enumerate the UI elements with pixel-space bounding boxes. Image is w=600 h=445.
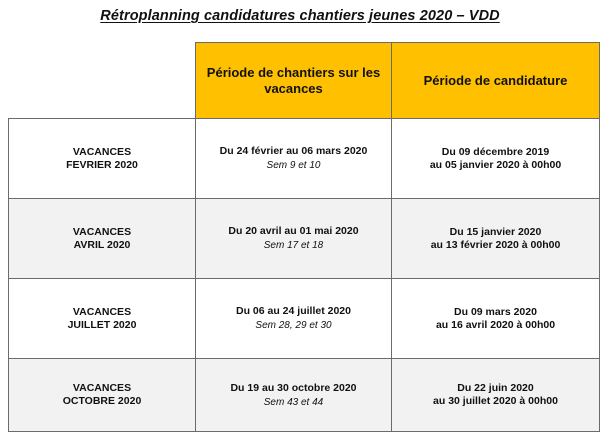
row-label-line2: AVRIL 2020: [73, 238, 131, 251]
document-title: Rétroplanning candidatures chantiers jeunes 2020 – VDD: [100, 8, 500, 24]
period-cell: [196, 119, 392, 199]
row-label-cell: [9, 279, 196, 359]
table-row-octobre: [9, 359, 600, 432]
period-weeks: Sem 9 et 10: [266, 160, 321, 171]
period-dates: Du 19 au 30 octobre 2020: [230, 381, 357, 394]
application-start: Du 15 janvier 2020: [449, 225, 542, 238]
row-label-cell: [9, 199, 196, 279]
period-cell: [196, 199, 392, 279]
table-row-avril: [9, 199, 600, 279]
period-dates: Du 20 avril au 01 mai 2020: [228, 225, 359, 237]
application-start: Du 09 décembre 2019: [441, 145, 550, 158]
table-row-juillet: [9, 279, 600, 359]
period-dates: Du 06 au 24 juillet 2020: [236, 305, 351, 317]
application-end: au 13 février 2020 à 00h00: [430, 238, 561, 251]
header-empty-cell: [9, 43, 196, 119]
row-label-cell: [9, 359, 196, 432]
application-end: au 05 janvier 2020 à 00h00: [429, 158, 562, 171]
period-weeks: Sem 28, 29 et 30: [255, 320, 332, 331]
row-label-line1: VACANCES: [72, 305, 132, 318]
period-cell: [196, 279, 392, 359]
table-row-fevrier: [9, 119, 600, 199]
application-cell: [392, 119, 600, 199]
period-weeks: Sem 43 et 44: [263, 396, 324, 408]
header-period-cell: Période de chantiers sur les vacances: [196, 43, 392, 119]
row-label-line1: VACANCES: [72, 225, 132, 238]
application-start: Du 22 juin 2020: [457, 382, 534, 394]
period-weeks: Sem 17 et 18: [263, 240, 324, 251]
application-start: Du 09 mars 2020: [454, 305, 537, 318]
application-cell: [392, 279, 600, 359]
period-dates: Du 24 février au 06 mars 2020: [219, 145, 368, 157]
application-end: au 30 juillet 2020 à 00h00: [433, 395, 558, 407]
table-header-row: [9, 43, 600, 119]
row-label-line1: VACANCES: [72, 145, 132, 158]
application-cell: [392, 199, 600, 279]
application-cell: [392, 359, 600, 432]
schedule-table: [8, 42, 600, 432]
application-end: au 16 avril 2020 à 00h00: [435, 318, 556, 331]
row-label-cell: [9, 119, 196, 199]
period-cell: [196, 359, 392, 432]
row-label-line2: OCTOBRE 2020: [62, 395, 142, 407]
row-label-line1: VACANCES: [72, 382, 132, 394]
row-label-line2: FEVRIER 2020: [66, 158, 138, 171]
header-application-cell: Période de candidature: [392, 43, 600, 119]
row-label-line2: JUILLET 2020: [67, 318, 137, 331]
